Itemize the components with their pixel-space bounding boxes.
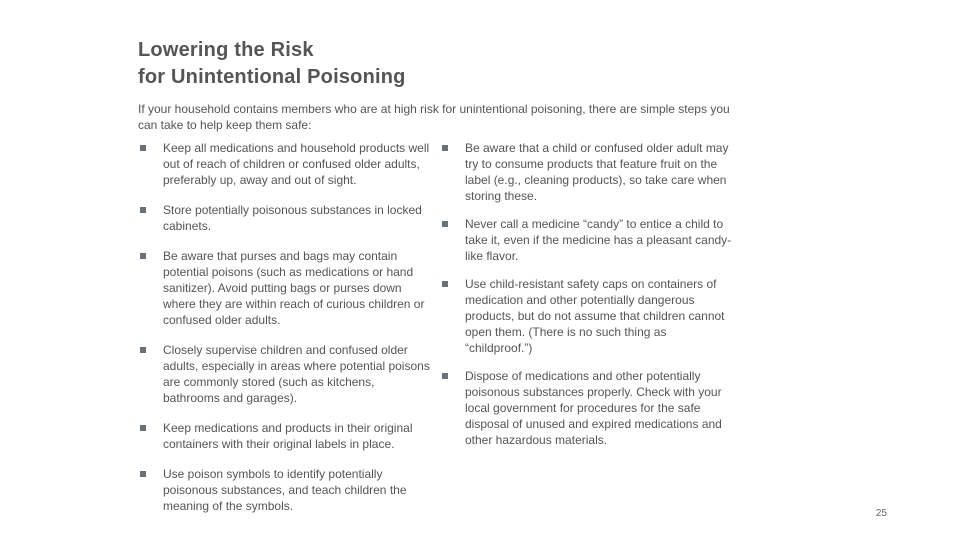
square-bullet-icon bbox=[140, 471, 146, 477]
square-bullet-icon bbox=[140, 145, 146, 151]
list-item bbox=[138, 140, 430, 188]
list-item bbox=[138, 202, 430, 234]
list-item bbox=[440, 276, 732, 356]
page-title bbox=[138, 37, 406, 91]
title-line-2: for Unintentional Poisoning bbox=[138, 66, 406, 88]
title-line-1: Lowering the Risk bbox=[138, 39, 314, 61]
page-number: 25 bbox=[875, 508, 887, 519]
list-item-text: Be aware that a child or confused older adult may try to consume products that feature fruit on the label (e.g., cleaning products), so take care when storing these. bbox=[465, 141, 729, 203]
list-item-text: Closely supervise children and confused older adults, especially in areas where potential poisons are commonly stored (such as kitchens, bathrooms and garages). bbox=[163, 343, 430, 405]
list-item bbox=[440, 368, 732, 448]
list-item-text: Never call a medicine “candy” to entice a child to take it, even if the medicine has a pleasant candy-like flavor. bbox=[465, 217, 732, 263]
square-bullet-icon bbox=[140, 207, 146, 213]
square-bullet-icon bbox=[442, 145, 448, 151]
list-item bbox=[138, 420, 430, 452]
list-item-text: Use poison symbols to identify potentially poisonous substances, and teach children the meaning of the symbols. bbox=[163, 467, 407, 513]
list-item bbox=[138, 342, 430, 406]
list-item bbox=[440, 216, 732, 264]
square-bullet-icon bbox=[442, 281, 448, 287]
left-bullet-list bbox=[138, 140, 430, 528]
list-item-text: Keep all medications and household products well out of reach of children or confused older adults, preferably up, away and out of sight. bbox=[163, 141, 430, 187]
list-item-text: Use child-resistant safety caps on containers of medication and other potentially dangerous products, but do not assume that children cannot open them. (There is no such thing as “childproof.”) bbox=[465, 277, 725, 355]
square-bullet-icon bbox=[442, 221, 448, 227]
square-bullet-icon bbox=[140, 347, 146, 353]
list-item-text: Keep medications and products in their original containers with their original labels in place. bbox=[163, 421, 413, 451]
list-item-text: Dispose of medications and other potentially poisonous substances properly. Check with your local government for procedures for the safe disposal of unused and expired medications and other hazardous materials. bbox=[465, 369, 722, 447]
list-item-text: Store potentially poisonous substances in locked cabinets. bbox=[163, 203, 422, 233]
list-item bbox=[440, 140, 732, 204]
right-bullet-list bbox=[440, 140, 732, 460]
square-bullet-icon bbox=[140, 425, 146, 431]
list-item-text: Be aware that purses and bags may contain potential poisons (such as medications or hand sanitizer). Avoid putting bags or purses down where they are within reach of curious children or confused older adults. bbox=[163, 249, 425, 327]
square-bullet-icon bbox=[140, 253, 146, 259]
intro-paragraph: If your household contains members who are at high risk for unintentional poisoning, there are simple steps you can take to help keep them safe: bbox=[138, 102, 730, 132]
list-item bbox=[138, 466, 430, 514]
square-bullet-icon bbox=[442, 373, 448, 379]
list-item bbox=[138, 248, 430, 328]
